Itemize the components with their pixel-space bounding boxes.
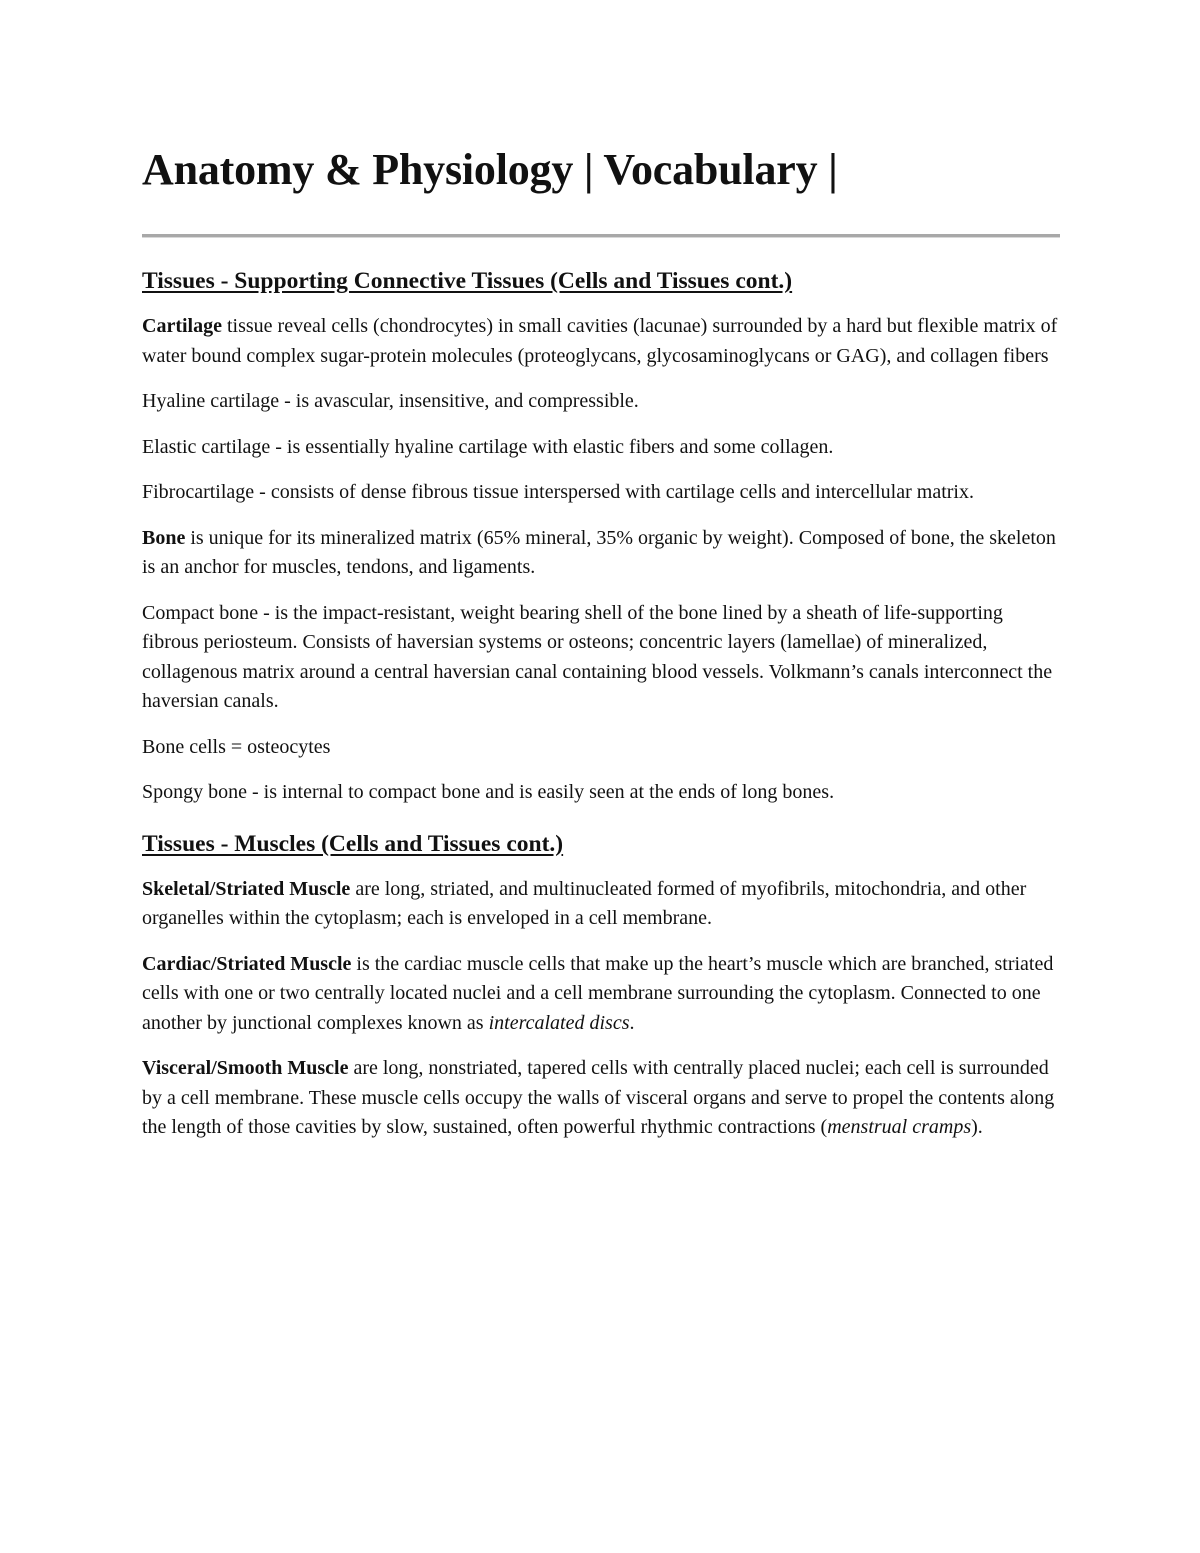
definition-cartilage: tissue reveal cells (chondrocytes) in small cavities (lacunae) surrounded by a hard but flexible matrix of water bound complex sugar-protein molecules (proteoglycans, glycosaminoglycans or GAG), and collagen fibers xyxy=(142,315,1058,367)
definition-bone-cells: Bone cells = osteocytes xyxy=(142,735,331,758)
definition-skeletal-muscle: are long, striated, and multinucleated formed of myofibrils, mitochondria, and other organelles within the cytoplasm; each is enveloped in a cell membrane. xyxy=(142,877,1027,929)
paragraph-elastic-cartilage xyxy=(142,433,1060,463)
paragraph-compact-bone xyxy=(142,599,1060,717)
definition-compact-bone: Compact bone - is the impact-resistant, weight bearing shell of the bone lined by a sheath of life-supporting fibrous periosteum. Consists of haversian systems or osteons; concentric layers (lamellae) of mineralized, collagenous matrix around a central haversian canal containing blood vessels. Volkmann’s canals interconnect the haversian canals. xyxy=(142,601,1053,712)
term-cardiac-muscle: Cardiac/Striated Muscle xyxy=(142,952,352,975)
section-heading-muscles: Tissues - Muscles (Cells and Tissues cont.) xyxy=(142,830,564,857)
paragraph-hyaline-cartilage xyxy=(142,387,1060,417)
paragraph-cartilage xyxy=(142,312,1060,371)
definition-spongy-bone: Spongy bone - is internal to compact bone and is easily seen at the ends of long bones. xyxy=(142,781,835,803)
definition-cardiac-muscle-end: . xyxy=(629,1011,635,1034)
paragraph-skeletal-muscle xyxy=(142,875,1060,934)
term-skeletal-muscle: Skeletal/Striated Muscle xyxy=(142,877,351,900)
term-cartilage: Cartilage xyxy=(142,315,222,337)
definition-smooth-muscle-end: ). xyxy=(971,1116,983,1138)
title-divider xyxy=(142,234,1060,238)
definition-bone: is unique for its mineralized matrix (65% mineral, 35% organic by weight). Composed of bone, the skeleton is an anchor for muscles, tendons, and ligaments. xyxy=(142,526,1056,578)
section-heading-connective-tissues: Tissues - Supporting Connective Tissues (Cells and Tissues cont.) xyxy=(142,268,793,294)
emphasis-intercalated-discs: intercalated discs xyxy=(488,1011,630,1034)
document-body xyxy=(142,265,1060,1159)
definition-elastic-cartilage: Elastic cartilage - is essentially hyaline cartilage with elastic fibers and some collagen. xyxy=(142,435,834,458)
paragraph-fibrocartilage xyxy=(142,478,1060,508)
definition-smooth-muscle: are long, nonstriated, tapered cells with centrally placed nuclei; each cell is surrounded by a cell membrane. These muscle cells occupy the walls of visceral organs and serve to propel the contents along the length of those cavities by slow, sustained, often powerful rhythmic contractions ( xyxy=(142,1057,1055,1138)
definition-fibrocartilage: Fibrocartilage - consists of dense fibrous tissue interspersed with cartilage cells and intercellular matrix. xyxy=(142,481,974,503)
paragraph-spongy-bone xyxy=(142,778,1060,808)
paragraph-bone xyxy=(142,524,1060,583)
paragraph-cardiac-muscle xyxy=(142,950,1060,1039)
term-bone: Bone xyxy=(142,526,186,549)
term-smooth-muscle: Visceral/Smooth Muscle xyxy=(142,1057,349,1079)
paragraph-smooth-muscle xyxy=(142,1054,1060,1143)
emphasis-menstrual-cramps: menstrual cramps xyxy=(827,1116,972,1138)
definition-hyaline-cartilage: Hyaline cartilage - is avascular, insensitive, and compressible. xyxy=(142,390,639,412)
paragraph-bone-cells xyxy=(142,733,1060,763)
definition-cardiac-muscle: is the cardiac muscle cells that make up the heart’s muscle which are branched, striated cells with one or two centrally located nuclei and a cell membrane surrounding the cytoplasm. Connected to one another by junctional complexes known as xyxy=(142,952,1054,1034)
document-title: Anatomy & Physiology | Vocabulary | xyxy=(142,145,838,194)
